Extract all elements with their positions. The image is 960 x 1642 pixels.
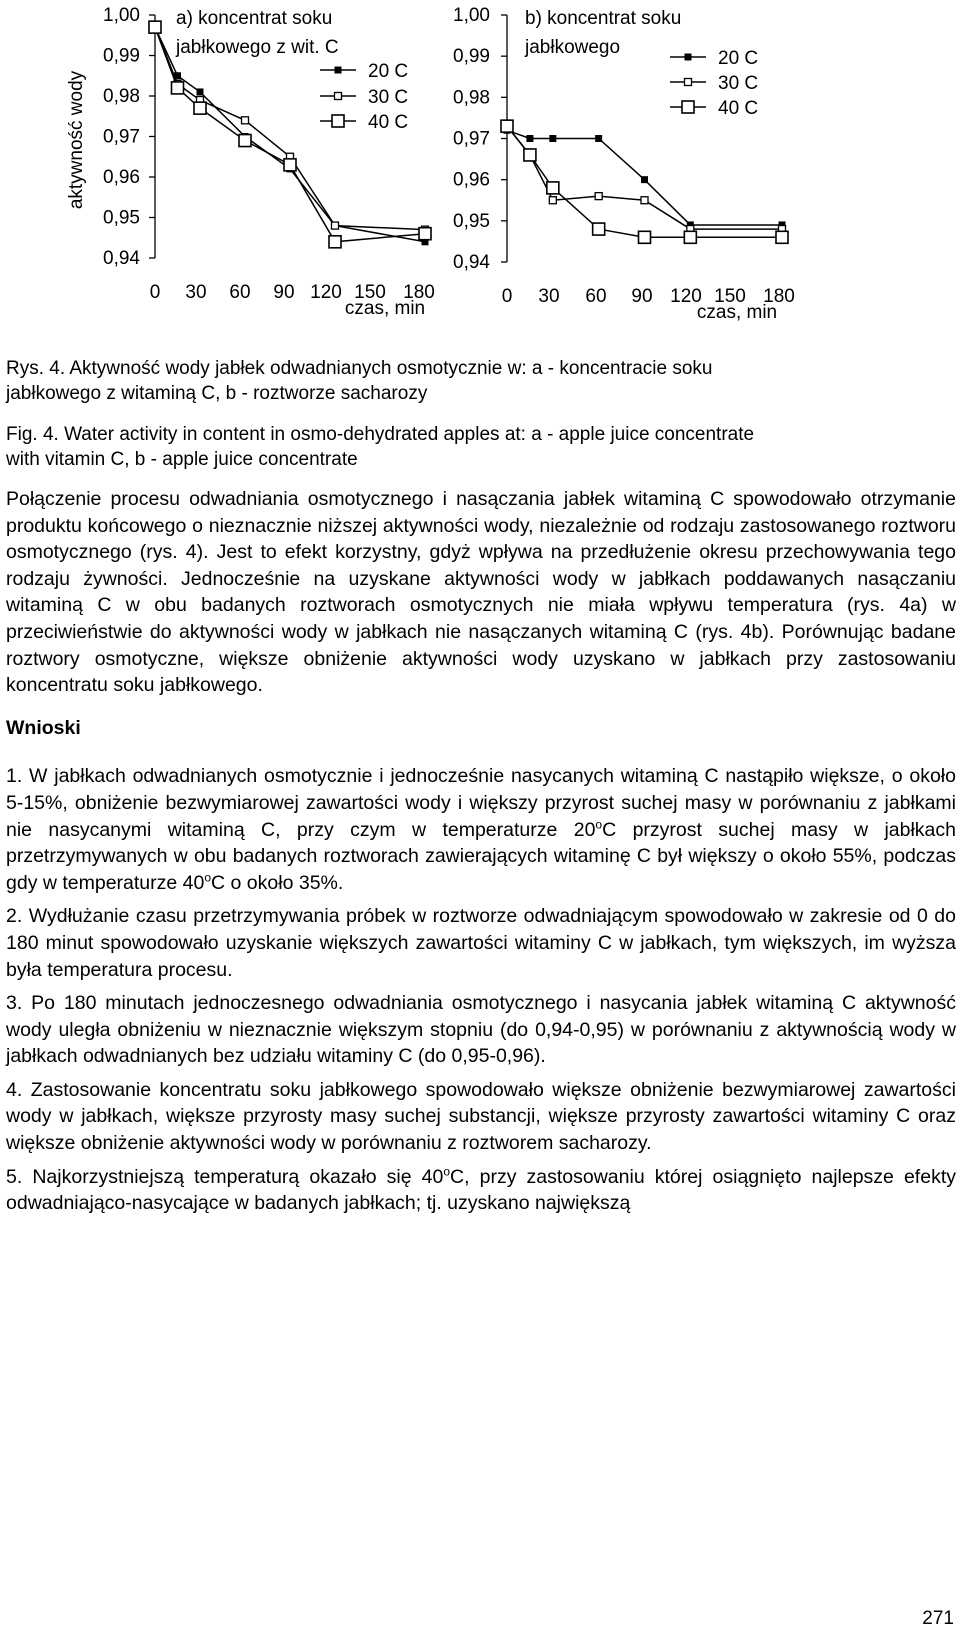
data-point — [524, 149, 536, 161]
conclusion-5 — [6, 1164, 956, 1217]
conclusion-2: 2. Wydłużanie czasu przetrzymywania próbek w roztworze odwadniającym spowodowało w zakresie od 0 do 180 minut spowodowało uzyskanie większych zawartości witaminy C w jabłkach, tym większych, im wyższa była temperatura procesu. — [6, 905, 956, 981]
conclusion-1 — [6, 763, 956, 896]
data-point — [501, 120, 513, 132]
legend-label: 40 C — [718, 98, 759, 119]
y-tick-label: 0,98 — [103, 86, 140, 107]
data-point — [284, 159, 296, 171]
chart-title: a) koncentrat soku — [176, 8, 333, 29]
legend-marker — [685, 79, 692, 86]
data-point — [547, 182, 559, 194]
page-number: 271 — [922, 1608, 954, 1629]
legend-marker — [685, 54, 692, 61]
paragraph: Połączenie procesu odwadniania osmotycznego i nasączania jabłek witaminą C spowodowało otrzymanie produktu końcowego o nieznacznie niższej aktywności wody, niezależnie od rodzaju zastosowanego roztworu osmotycznego (rys. 4). Jest to efekt korzystny, gdyż wpływa na przedłużenie okresu przechowywania tego rodzaju żywności. Jednocześnie na uzyskane aktywności wody w jabłkach poddawanych nasączaniu witaminą C w obu badanych roztworach osmotycznych nie miała wpływu temperatura (rys. 4a) w przeciwieństwie do aktywności wody w jabłkach nie nasączanych witaminą C (rys. 4b). Porównując badane roztwory osmotyczne, większe obniżenie aktywności wody uzyskano w jabłkach przy zastosowaniu koncentratu soku jabłkowego. — [6, 488, 956, 697]
legend-label: 20 C — [718, 48, 759, 69]
data-point — [329, 236, 341, 248]
y-axis-label: aktywność wody — [66, 70, 87, 210]
chart-a — [66, 5, 435, 319]
degree-mark: o — [443, 1164, 451, 1179]
chart-title: jabłkowego — [525, 37, 621, 58]
legend-marker — [682, 101, 694, 113]
y-tick-label: 0,99 — [453, 46, 490, 68]
data-point — [419, 228, 431, 240]
data-point — [332, 222, 339, 229]
x-tick-label: 180 — [763, 286, 795, 307]
caption-rys-line1: Rys. 4. Aktywność wody jabłek odwadnianych osmotycznie w: a - koncentracie soku — [6, 358, 713, 379]
data-point — [593, 223, 605, 235]
data-point — [549, 135, 556, 142]
figure-4 — [0, 0, 960, 340]
data-point — [172, 82, 184, 94]
conclusion-text: 1. W jabłkach odwadnianych osmotycznie i jednocześnie nasycanych witaminą C nastąpiło większe, o około 5-15%, obniżenie bezwymiarowej zawartości wody i większy przyrost suchej masy w porównaniu z jabłkami nie nasycanymi witaminą C, przy czym w temperaturze 20 — [6, 765, 956, 841]
y-tick-label: 0,94 — [103, 248, 140, 269]
body-text — [6, 486, 956, 1224]
x-axis-label: czas, min — [344, 298, 426, 319]
chart-title: b) koncentrat soku — [525, 8, 682, 29]
x-tick-label: 30 — [185, 282, 207, 303]
data-point — [595, 135, 602, 142]
data-point — [684, 231, 696, 243]
conclusion-3: 3. Po 180 minutach jednoczesnego odwadniania osmotycznego i nasycania jabłek witaminą C aktywność wody uległa obniżeniu w nieznacznie większym stopniu (do 0,94-0,95) w porównaniu z aktywnością wody w jabłkach odwadnianych bez udziału witaminy C (do 0,95-0,96). — [6, 992, 956, 1068]
x-tick-label: 90 — [631, 286, 653, 307]
x-tick-label: 60 — [229, 282, 251, 303]
data-point — [242, 117, 249, 124]
data-point — [776, 231, 788, 243]
legend-label: 20 C — [368, 61, 409, 82]
conclusion-text: 5. Najkorzystniejszą temperaturą okazało się 40 — [6, 1165, 444, 1188]
caption-rys-line2: jabłkowego z witaminą C, b - roztworze sacharozy — [6, 383, 428, 404]
data-point — [641, 176, 648, 183]
legend-marker — [335, 67, 342, 74]
conclusion-text: C o około 35%. — [211, 871, 344, 894]
x-tick-label: 150 — [714, 286, 746, 307]
y-tick-label: 1,00 — [453, 5, 490, 26]
series-line — [155, 27, 425, 242]
x-tick-label: 30 — [538, 286, 560, 307]
conclusion-text: C, przy zastosowaniu której osiągnięto najlepsze efekty odwadniająco-nasycające w badanych jabłkach; tj. uzyskano największą — [6, 1165, 956, 1215]
legend-label: 40 C — [368, 112, 409, 133]
caption-fig-line2: with vitamin C, b - apple juice concentrate — [6, 449, 358, 470]
x-axis-label: czas, min — [696, 302, 778, 323]
data-point — [549, 197, 556, 204]
x-tick-label: 0 — [149, 282, 161, 303]
y-tick-label: 0,96 — [103, 167, 140, 188]
legend-marker — [332, 115, 344, 127]
x-tick-label: 0 — [501, 286, 513, 307]
x-tick-label: 90 — [273, 282, 295, 303]
conclusion-4: 4. Zastosowanie koncentratu soku jabłkowego spowodowało większe obniżenie bezwymiarowej zawartości wody w jabłkach, większe przyrosty masy suchej substancji, większe przyrosty zawartości witaminy C oraz większe obniżenie aktywności wody w porównaniu z roztworem sacharozy. — [6, 1078, 956, 1155]
data-point — [595, 193, 602, 200]
y-tick-label: 0,98 — [453, 87, 490, 109]
y-tick-label: 0,95 — [453, 210, 490, 232]
degree-mark: o — [595, 817, 603, 832]
y-tick-label: 1,00 — [103, 5, 140, 26]
degree-mark: o — [204, 870, 212, 885]
data-point — [639, 231, 651, 243]
legend-label: 30 C — [718, 73, 759, 94]
x-tick-label: 180 — [403, 282, 435, 303]
x-tick-label: 150 — [354, 282, 386, 303]
y-tick-label: 0,96 — [453, 169, 490, 191]
caption-fig-line1: Fig. 4. Water activity in content in osmo-dehydrated apples at: a - apple juice concentrate — [6, 424, 755, 445]
chart-b — [453, 5, 795, 323]
data-point — [194, 102, 206, 114]
legend-marker — [335, 93, 342, 100]
data-point — [641, 197, 648, 204]
y-tick-label: 0,94 — [453, 252, 490, 273]
y-tick-label: 0,95 — [103, 207, 140, 229]
series-line — [155, 27, 425, 242]
data-point — [526, 135, 533, 142]
section-heading: Wnioski — [6, 716, 81, 739]
chart-title: jabłkowego z wit. C — [176, 37, 339, 58]
data-point — [239, 135, 251, 147]
x-tick-label: 60 — [585, 286, 607, 307]
conclusion-text: C przyrost suchej masy w jabłkach przetrzymywanych w obu badanych roztworach zawierających witaminę C był większy o około 55%, podczas gdy w temperaturze 40 — [6, 818, 956, 894]
data-point — [197, 88, 204, 95]
y-tick-label: 0,99 — [103, 45, 140, 67]
x-tick-label: 120 — [310, 282, 342, 303]
y-tick-label: 0,97 — [103, 126, 140, 148]
y-tick-label: 0,97 — [453, 128, 490, 150]
data-point — [149, 21, 161, 33]
x-tick-label: 120 — [670, 286, 702, 307]
legend-label: 30 C — [368, 87, 409, 108]
